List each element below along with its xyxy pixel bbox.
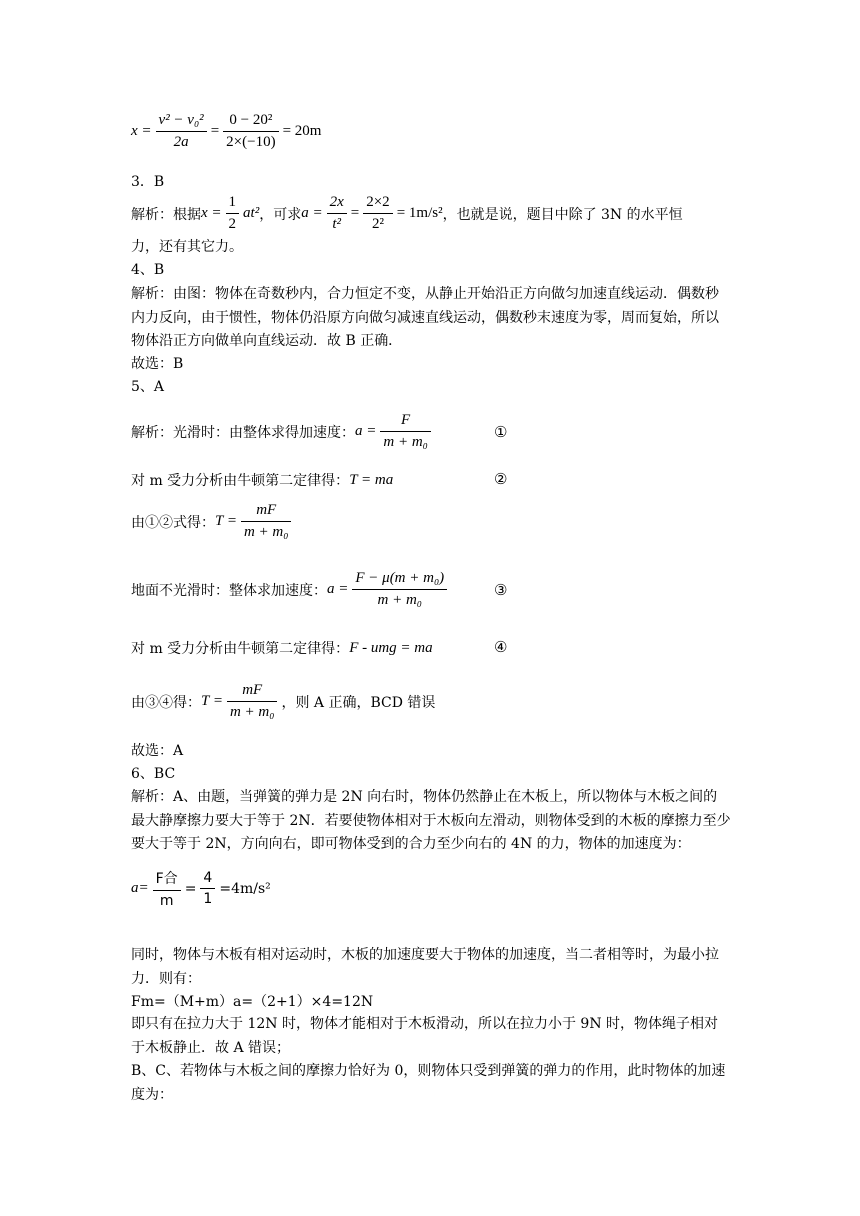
q6-fm-equation: Fm=（M+m）a=（2+1）×4=12N [131,994,374,1010]
fraction [227,682,278,721]
answer-5: 5、A [131,379,165,395]
text: 地面不光滑时：整体求加速度： [131,582,327,599]
q5-line5 [131,638,433,658]
eq-part: F - umg = ma [349,639,433,656]
q5-choice: 故选：A [131,743,184,759]
eq-part: x = [201,205,222,221]
denominator: 2a [173,134,189,150]
q6-explanation-2: 同时，物体与木板有相对运动时，木板的加速度要大于物体的加速度，当二者相等时，为最小拉力．则有： [131,947,719,987]
denominator: m + m₀ [229,704,275,720]
text: 解析：光滑时：由整体求得加速度： [131,424,355,441]
q5-line4 [131,570,451,609]
equals-sign: = [350,205,360,221]
equation-marker-2: ② [494,470,508,488]
denominator: m + m₀ [383,434,428,450]
eq-part: = 1m/s² [396,205,443,221]
denominator: m + m₀ [377,592,423,608]
eq-rhs: = 20m [282,123,322,139]
eq-part: a= [131,880,149,896]
text: 对 m 受力分析由牛顿第二定律得： [131,473,350,489]
q6-acceleration-eq [131,868,271,909]
numerator: F合 [153,868,181,891]
q3-explanation-line1 [131,194,683,233]
q6-explanation-1: 解析：A、由题，当弹簧的弹力是 2N 向右时，物体仍然静止在木板上，所以物体与木板之间的最大静摩擦力要大于等于 2N．若要使物体相对于木板向左滑动，则物体受到的木板的摩擦力至少要大于等于 2N，方向向右，即可物体受到的合力至少向右的 4N 的力，物体的加速度为： [131,789,731,852]
eq-part: a = [301,205,323,221]
numerator: 2×2 [363,194,392,214]
q5-line6 [131,682,435,721]
eq-part: T = [215,513,237,529]
fraction [241,502,292,541]
eq-part: a = [327,581,349,597]
eq-part: a = [355,423,377,439]
numerator: 4 [200,870,215,889]
eq-part: T = ma [349,471,394,488]
equation-marker-1: ① [494,423,508,441]
text: ，可求 [259,206,302,223]
denominator: m [159,893,174,909]
equals-sign: = [210,123,220,139]
eq-part: at² [243,205,260,221]
numerator: 2x [327,194,347,214]
fraction [223,112,278,151]
text: 对 m 受力分析由牛顿第二定律得： [131,641,350,657]
q5-line2 [131,470,393,490]
denominator: 2 [228,216,237,232]
fraction [363,194,392,233]
denominator: m + m₀ [243,524,289,540]
numerator: 1 [226,194,240,214]
q4-explanation: 解析：由图：物体在奇数秒内，合力恒定不变，从静止开始沿正方向做匀加速直线运动．偶数秒内力反向，由于惯性，物体仍沿原方向做匀减速直线运动，偶数秒末速度为零，周而复始，所以物体沿正方向做单向直线运动．故 B 正确． [131,286,719,349]
q4-choice: 故选：B [131,356,184,372]
fraction [200,870,215,907]
text: 解析：根据 [131,206,201,223]
eq-part: T = [201,693,223,709]
equation-x-distance [131,112,321,151]
fraction [226,194,240,233]
denominator: t² [332,216,341,232]
q6-explanation-3: 即只有在拉力大于 12N 时，物体才能相对于木板滑动，所以在拉力小于 9N 时，物体绳子相对于木板静止．故 A 错误； [131,1016,719,1056]
answer-3: 3．B [131,174,165,190]
fraction [380,412,431,451]
equation-marker-4: ④ [494,638,508,656]
text: ，也就是说，题目中除了 3N 的水平恒 [442,206,683,223]
fraction [156,112,207,151]
answer-6: 6、BC [131,766,176,782]
numerator: F − μ(m + m₀) [352,570,447,590]
numerator: 0 − 20² [223,112,278,132]
numerator: mF [227,682,278,702]
denominator: 2² [371,216,384,232]
numerator: v² − v₀² [156,112,207,132]
numerator: F [380,412,431,432]
answer-4: 4、B [131,262,165,278]
q6-explanation-4: B、C、若物体与木板之间的摩擦力恰好为 0，则物体只受到弹簧的弹力的作用，此时物体的加速度为： [131,1063,726,1103]
eq-part: =4m/s² [219,880,271,897]
q5-line1 [131,412,435,451]
fraction [327,194,347,233]
text: 由③④得： [131,694,201,711]
denominator: 2×(−10) [226,134,276,150]
eq-lhs: x = [131,123,152,139]
text: 由①②式得： [131,514,215,531]
text: ，则 A 正确，BCD 错误 [281,694,436,711]
equation-marker-3: ③ [494,581,508,599]
numerator: mF [241,502,292,522]
fraction [153,868,181,909]
equals-sign: = [184,880,197,897]
q5-line3 [131,502,295,541]
denominator: 1 [203,891,213,907]
fraction [352,570,447,609]
q3-explanation-line2: 力，还有其它力。 [131,239,243,255]
